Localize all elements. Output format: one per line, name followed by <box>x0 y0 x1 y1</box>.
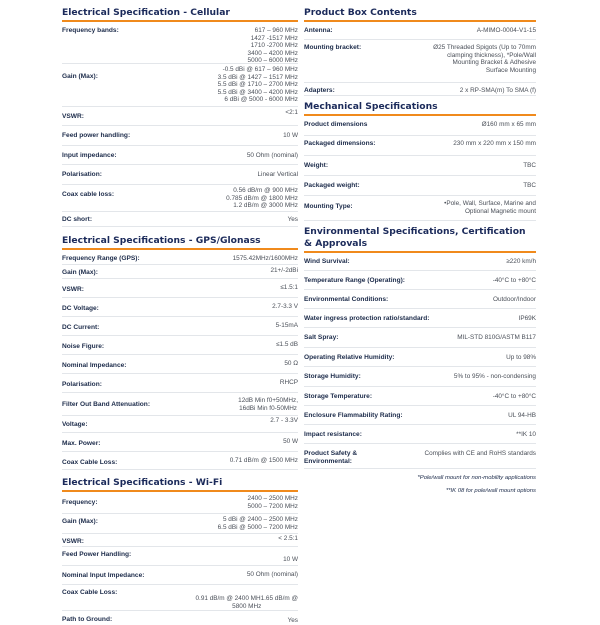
spec-label: Frequency Range (GPS): <box>62 255 140 262</box>
spec-row <box>304 367 536 387</box>
spec-row <box>62 433 298 452</box>
environmental-title: Environmental Specifications, Certification & Approvals <box>304 226 526 249</box>
spec-label: Salt Spray: <box>304 334 339 341</box>
spec-label: Product dimensions <box>304 121 368 128</box>
spec-row <box>304 83 536 96</box>
spec-row <box>304 136 536 156</box>
spec-row <box>304 196 536 221</box>
spec-value: 50 Ω <box>284 360 298 367</box>
gps-title: Electrical Specifications - GPS/Glonass <box>62 235 261 246</box>
spec-value: Ø25 Threaded Spigots (Up to 70mm clamping thickness), *Pole/Wall Mounting Bracket & Adhesive Surface Mounting <box>433 44 536 74</box>
spec-row <box>62 495 298 514</box>
spec-label: Feed Power Handling: <box>62 551 132 558</box>
spec-row <box>304 444 536 469</box>
spec-value: 2.7-3.3 V <box>272 303 298 310</box>
spec-label: Noise Figure: <box>62 343 105 350</box>
spec-value: 2.7 - 3.3V <box>270 417 298 424</box>
spec-row <box>62 452 298 470</box>
spec-row <box>62 393 298 416</box>
spec-value: Yes <box>287 216 298 223</box>
spec-value: 230 mm x 220 mm x 150 mm <box>453 140 536 147</box>
spec-row <box>304 290 536 309</box>
mechanical-section <box>304 96 536 221</box>
section-divider <box>304 251 536 253</box>
spec-label: Feed power handling: <box>62 132 131 139</box>
section-divider <box>62 20 298 22</box>
spec-row <box>304 40 536 83</box>
spec-row <box>62 185 298 212</box>
spec-label: Frequency bands: <box>62 27 119 34</box>
spec-row <box>62 298 298 317</box>
gps-section <box>62 227 298 470</box>
spec-value: 1575.42MHz/1600MHz <box>232 255 298 262</box>
spec-row <box>62 416 298 433</box>
spec-label: Filter Out Band Attenuation: <box>62 401 151 408</box>
box-title: Product Box Contents <box>304 7 417 18</box>
spec-row <box>62 25 298 64</box>
spec-value: Linear Vertical <box>257 171 298 178</box>
spec-value: ≤1.5 dB <box>276 341 298 348</box>
spec-value: 50 Ohm (nominal) <box>246 152 298 159</box>
environmental-section <box>304 221 536 494</box>
spec-row <box>62 165 298 185</box>
spec-label: Coax Cable Loss: <box>62 459 118 466</box>
section-divider <box>62 490 298 492</box>
right-column <box>304 0 536 494</box>
spec-value: 50 Ohm (nominal) <box>246 571 298 578</box>
spec-row <box>62 611 298 625</box>
spec-value: •Pole, Wall, Surface, Marine and Optional Magnetic mount <box>444 200 536 215</box>
spec-value: 2 x RP-SMA(m) To SMA (f) <box>459 87 536 94</box>
spec-label: Operating Relative Humidity: <box>304 354 395 361</box>
spec-label: VSWR: <box>62 286 84 293</box>
spec-label: Nominal Impedance: <box>62 362 127 369</box>
spec-value: 21+/-2dBi <box>270 267 298 274</box>
spec-value: -40°C to +80°C <box>492 277 536 284</box>
section-divider <box>304 20 536 22</box>
spec-row <box>304 156 536 176</box>
spec-row <box>304 348 536 367</box>
spec-row <box>62 374 298 393</box>
spec-label: Voltage: <box>62 421 88 428</box>
spec-row <box>304 119 536 136</box>
section-divider <box>304 114 536 116</box>
spec-label: Gain (Max): <box>62 73 98 80</box>
section-divider <box>62 248 298 250</box>
spec-label: Antenna: <box>304 27 333 34</box>
spec-row <box>62 336 298 355</box>
spec-row <box>304 309 536 328</box>
spec-value: 617 – 960 MHz 1427 -1517 MHz 1710 -2700 MHz 3400 – 4200 MHz 5000 – 6000 MHz <box>247 27 298 65</box>
spec-row <box>62 64 298 107</box>
spec-label: Adapters: <box>304 87 335 94</box>
spec-value: TBC <box>523 182 536 189</box>
spec-label: Nominal Input Impedance: <box>62 572 145 579</box>
spec-label: Temperature Range (Operating): <box>304 277 405 284</box>
spec-label: Gain (Max): <box>62 518 98 525</box>
spec-label: VSWR: <box>62 113 84 120</box>
spec-label: Product Safety & Environmental: <box>304 450 358 465</box>
spec-row <box>62 534 298 547</box>
spec-value: MIL-STD 810G/ASTM B117 <box>457 334 536 341</box>
spec-label: Packaged dimensions: <box>304 140 376 147</box>
spec-row <box>304 387 536 406</box>
spec-value: Outdoor/Indoor <box>493 296 536 303</box>
spec-label: Gain (Max): <box>62 269 98 276</box>
spec-value: **IK 10 <box>516 431 536 438</box>
spec-value: Ø160 mm x 65 mm <box>481 121 536 128</box>
spec-value: 2400 – 2500 MHz 5000 – 7200 MHz <box>247 495 298 510</box>
footnote-ik08: **IK 08 for pole/wall mount options <box>445 488 536 494</box>
spec-label: Path to Ground: <box>62 616 113 623</box>
spec-value: -0.5 dBi @ 617 – 960 MHz 3.5 dBi @ 1427 – 1517 MHz 5.5 dBi @ 1710 – 2700 MHz 5.5 dBi @ 3400 – 4200 MHz 6 dBi @ 5000 - 6000 MHz <box>217 66 298 104</box>
spec-value: 50 W <box>283 438 298 445</box>
spec-value: 5 dBi @ 2400 – 2500 MHz 6.5 dBi @ 5000 – 7200 MHz <box>217 516 298 531</box>
spec-value: <2:1 <box>285 109 298 116</box>
spec-row <box>304 406 536 425</box>
spec-value: < 2.5:1 <box>278 535 298 542</box>
spec-row <box>62 253 298 265</box>
spec-row <box>62 585 298 611</box>
spec-value: Up to 98% <box>506 354 536 361</box>
spec-row <box>62 566 298 585</box>
spec-value: A-MIMO-0004-V1-15 <box>476 27 536 34</box>
spec-label: Environmental Conditions: <box>304 296 389 303</box>
spec-label: Storage Humidity: <box>304 373 361 380</box>
cellular-title: Electrical Specification - Cellular <box>62 7 230 18</box>
spec-value: ≥220 km/h <box>506 258 536 265</box>
spec-label: Frequency: <box>62 499 98 506</box>
spec-row <box>304 328 536 348</box>
spec-label: DC short: <box>62 216 93 223</box>
spec-value: 10 W <box>283 556 298 563</box>
spec-row <box>62 514 298 534</box>
spec-row <box>304 256 536 271</box>
spec-value: IP69K <box>518 315 536 322</box>
spec-label: Polarisation: <box>62 381 102 388</box>
spec-value: -40°C to +80°C <box>492 393 536 400</box>
box-section <box>304 0 536 96</box>
spec-row <box>304 25 536 40</box>
spec-value: 5% to 95% - non-condensing <box>453 373 536 380</box>
mechanical-title: Mechanical Specifications <box>304 101 438 112</box>
spec-row <box>304 271 536 290</box>
spec-label: Mounting Type: <box>304 203 353 210</box>
spec-label: DC Current: <box>62 324 100 331</box>
footnote-pole-wall: *Pole/wall mount for non-mobility applications <box>417 475 536 481</box>
spec-row <box>62 107 298 126</box>
spec-label: Polarisation: <box>62 171 102 178</box>
spec-value: 0.56 dB/m @ 900 MHz 0.785 dB/m @ 1800 MHz 1.2 dB/m @ 3000 MHz <box>226 187 298 210</box>
spec-row <box>304 425 536 444</box>
spec-value: 10 W <box>283 132 298 139</box>
spec-label: VSWR: <box>62 538 84 545</box>
spec-label: Coax Cable Loss: <box>62 589 118 596</box>
spec-row <box>62 146 298 165</box>
spec-value: UL 94-HB <box>508 412 536 419</box>
wifi-section <box>62 470 298 625</box>
spec-label: Max. Power: <box>62 440 101 447</box>
spec-value: 5-15mA <box>275 322 298 329</box>
spec-label: Water ingress protection ratio/standard: <box>304 315 430 322</box>
left-column <box>62 0 298 625</box>
spec-value: ≤1.5:1 <box>280 284 298 291</box>
spec-value: 0.71 dB/m @ 1500 MHz <box>229 457 298 464</box>
spec-row <box>304 176 536 196</box>
spec-label: Packaged weight: <box>304 182 360 189</box>
spec-row <box>62 212 298 227</box>
wifi-title: Electrical Specifications - Wi-Fi <box>62 477 223 488</box>
spec-row <box>62 355 298 374</box>
spec-label: Enclosure Flammability Rating: <box>304 412 403 419</box>
spec-label: Weight: <box>304 162 329 169</box>
spec-value: 12dB Min f0+50MHz, 16dBi Min f0-50MHz <box>238 397 298 412</box>
spec-value: TBC <box>523 162 536 169</box>
spec-row <box>62 317 298 336</box>
spec-label: Impact resistance: <box>304 431 362 438</box>
spec-value: RHCP <box>279 379 298 386</box>
spec-value: 0.91 dB/m @ 2400 MH1.65 dB/m @ 5800 MHz <box>195 595 298 610</box>
spec-row <box>62 265 298 279</box>
spec-label: Wind Survival: <box>304 258 350 265</box>
spec-row <box>62 126 298 146</box>
spec-label: Storage Temperature: <box>304 393 373 400</box>
spec-label: Input impedance: <box>62 152 117 159</box>
spec-row <box>62 547 298 566</box>
spec-value: Yes <box>287 617 298 624</box>
spec-value: Complies with CE and RoHS standards <box>424 450 536 457</box>
spec-label: Coax cable loss: <box>62 191 115 198</box>
spec-label: Mounting bracket: <box>304 44 362 51</box>
spec-label: DC Voltage: <box>62 305 99 312</box>
spec-row <box>62 279 298 298</box>
cellular-section <box>62 0 298 227</box>
